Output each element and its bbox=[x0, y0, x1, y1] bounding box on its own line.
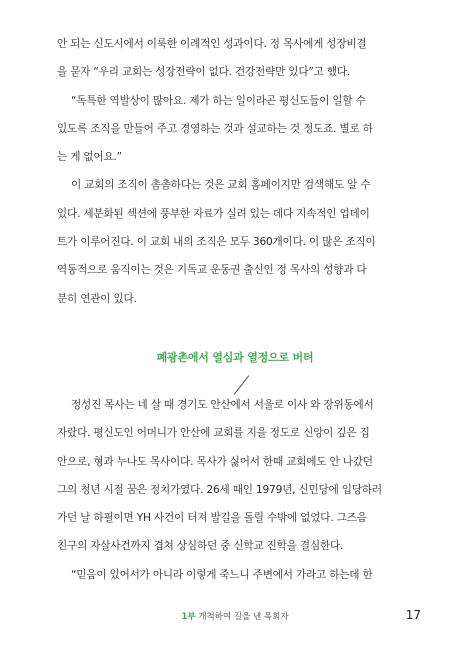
page-number: 17 bbox=[405, 608, 421, 622]
section-heading: 폐광촌에서 열심과 열정으로 버텨 bbox=[156, 351, 314, 364]
chapter-number: 1부 bbox=[181, 612, 196, 622]
running-footer bbox=[57, 609, 413, 625]
text-line: “믿음이 있어서가 아니라 이렇게 죽느니 주변에서 가라고 하는데 한 bbox=[71, 568, 373, 581]
text-line: 분히 연관이 있다. bbox=[57, 292, 137, 305]
chapter-title: 개척하여 길을 낸 목회자 bbox=[198, 612, 289, 622]
body-text-bottom bbox=[57, 391, 423, 589]
text-line: 자랐다. 평신도인 어머니가 안산에 교회를 지을 정도로 신앙이 깊은 집 bbox=[57, 427, 370, 440]
text-line: 가던 날 하필이면 YH 사건이 터져 발길을 돌릴 수밖에 없었다. 그즈음 bbox=[57, 512, 367, 525]
page-footer bbox=[57, 608, 421, 625]
text-line: 정성진 목사는 네 살 때 경기도 안산에서 서울로 이사 와 장위동에서 bbox=[71, 399, 374, 411]
text-line: 안 되는 신도시에서 이룩한 이례적인 성과이다. 정 목사에게 성장비결 bbox=[57, 38, 367, 50]
text-line: 친구의 자살사건까지 겹쳐 상심하던 중 신학교 진학을 결심한다. bbox=[57, 540, 344, 553]
text-line: 는 게 없어요.” bbox=[57, 151, 122, 164]
body-text-top bbox=[57, 30, 423, 313]
text-line: 있도록 조직을 만들어 주고 경영하는 것과 설교하는 것 정도죠. 별로 하 bbox=[57, 122, 373, 135]
text-line: 트가 이루어진다. 이 교회 내의 조직은 모두 360개이다. 이 많은 조직이 bbox=[57, 236, 376, 249]
text-line: 을 묻자 “우리 교회는 성장전략이 없다. 건강전략만 있다”고 했다. bbox=[57, 66, 351, 79]
text-line: 있다. 세분화된 섹션에 풍부한 자료가 실려 있는 데다 지속적인 업데이 bbox=[57, 207, 370, 220]
text-line: 그의 청년 시절 꿈은 정치가였다. 26세 때인 1979년, 신민당에 입당하러 bbox=[57, 483, 382, 496]
text-line: 역동적으로 움직이는 것은 기독교 운동권 출신인 정 목사의 성향과 다 bbox=[57, 264, 367, 277]
text-line: 이 교회의 조직이 촘촘하다는 것은 교회 홈페이지만 검색해도 알 수 bbox=[71, 179, 371, 192]
text-line: 안으로, 형과 누나도 목사이다. 목사가 싫어서 한때 교회에도 안 나갔던 bbox=[57, 455, 373, 468]
text-line: “독특한 역발상이 많아요. 제가 하는 일이라곤 평신도들이 일할 수 bbox=[71, 94, 366, 107]
